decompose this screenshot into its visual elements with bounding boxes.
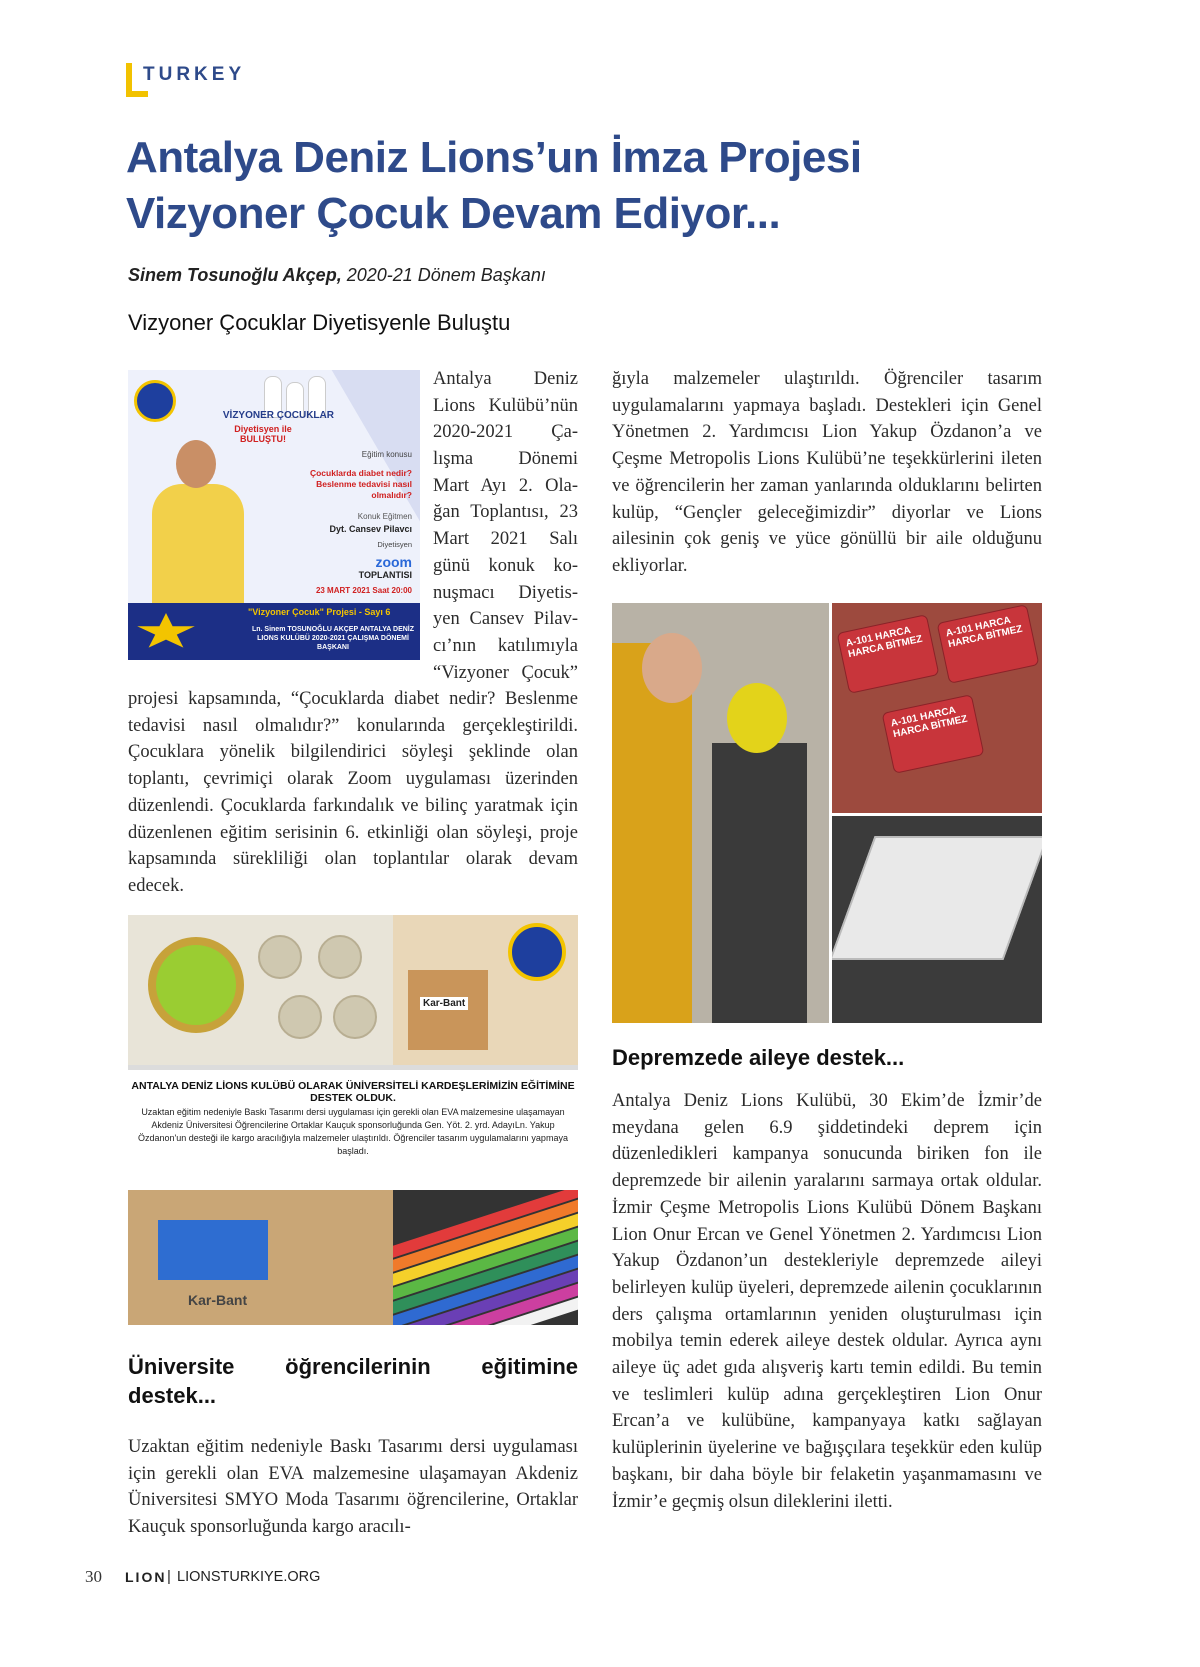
green-disc <box>148 937 244 1033</box>
box-label: Kar-Bant <box>420 997 468 1010</box>
paragraph-1 <box>128 686 578 900</box>
subhead-university: Üniversite öğrencilerinin eğitimine destek... <box>128 1354 578 1408</box>
aid-handover-photo <box>612 603 829 1023</box>
lions-logo <box>508 923 566 981</box>
poster-guest-role: Diyetisyen <box>377 540 412 549</box>
blue-eva-sheets <box>158 1220 268 1280</box>
paragraph-1-wrap-line: 2020-2021 Ça- <box>433 422 578 443</box>
subhead-diet: Vizyoner Çocuklar Diyetisyenle Buluştu <box>128 310 511 335</box>
paragraph-1-wrap-line: “Vizyoner Çocuk” <box>433 662 578 683</box>
poster-guest-label: Konuk Eğitmen <box>357 512 412 521</box>
paragraph-3 <box>612 1088 1042 1515</box>
page-number: 30 <box>85 1567 102 1586</box>
lions-logo <box>134 380 176 422</box>
paragraph-1-wrap-line: günü konuk ko- <box>433 555 578 576</box>
section-tag-bar-foot <box>126 91 148 97</box>
star-logo <box>136 613 196 651</box>
paragraph-1-wrap-line: Antalya Deniz <box>433 369 578 389</box>
furniture-photo <box>832 816 1042 1023</box>
paragraph-1-wrap <box>433 366 578 686</box>
paragraph-1-wrap-line: yen Cansev Pilav- <box>433 609 578 630</box>
cardboard-box <box>408 970 488 1050</box>
byline-role: 2020-21 Dönem Başkanı <box>341 265 546 285</box>
poster-platform: zoom <box>375 554 412 570</box>
box-brand: Kar-Bant <box>188 1292 248 1308</box>
card-label: A-101 HARCA HARCA BİTMEZ <box>889 704 969 741</box>
marble-table <box>832 836 1042 960</box>
article-title <box>126 130 1086 242</box>
paragraph-1-wrap-line: lışma Dönemi <box>433 449 578 470</box>
poster-topic: Çocuklarda diabet nedir? Beslenme tedavisi nasıl olmalıdır? <box>309 468 412 500</box>
paragraph-1-wrap-line: ğan Toplantısı, 23 <box>433 502 578 523</box>
poster-meeting: TOPLANTISI <box>358 570 412 580</box>
poster-guest: Dyt. Cansev Pilavcı <box>329 524 412 534</box>
paragraph-2-continued <box>612 366 1042 580</box>
poster-band-title: "Vizyoner Çocuk" Projesi - Sayı 6 <box>248 607 391 617</box>
paragraph-2 <box>128 1434 578 1541</box>
shopping-cards-photo <box>832 603 1042 813</box>
card-label: A-101 HARCA HARCA BİTMEZ <box>844 624 924 661</box>
paragraph-1-text: projesi kapsamında, “Çocuklarda diabet nedir? Beslenme tedavisi nasıl olmalıdır?” konularında gerçekleştirildi. Çocuklara yönelik bilgilendirici söyleşi şeklinde olan toplantı, çevrimiçi olarak Zoom uygulaması üzerinden düzenlendi. Çocuklarda farkındalık ve bilinç yaratmak için düzenlenen eğitim serisinin 6. etkinliği olan söyleşi, proje kapsamında sürekliliği olan toplantılar olarak devam edecek. <box>128 689 578 896</box>
magazine-name: LION <box>125 1569 167 1585</box>
website-link[interactable]: LIONSTURKIYE.ORG <box>177 1569 321 1585</box>
poster-band <box>128 603 420 660</box>
university-support-collage <box>128 915 578 1325</box>
paragraph-2-text: Uzaktan eğitim nedeniyle Baskı Tasarımı dersi uygulaması için gerekli olan EVA malzemesine ulaşamayan Akdeniz Üniversitesi SMYO Moda Tasarımı öğrencilerine, Ortaklar Kauçuk sponsorluğunda kargo aracılı- <box>128 1437 578 1538</box>
paragraph-3-text: Antalya Deniz Lions Kulübü, 30 Ekim’de İzmir’de meydana gelen 6.9 şiddetindeki deprem için düzenledikleri kampanya sonucunda biriken fon ile depremzede bir ailenin yaralarını sarmaya ortak oldular. İzmir Çeşme Metropolis Lions Kulübü Dönem Başkanı Lion Onur Ercan ve Genel Yönetmen 2. Yardımcısı Lion Yakup Özdanon’un destekleriyle depremzede aileyi belirleyen kulüp üyeleri, depremzede ailenin çocuklarının ders çalışma ortamlarının yeniden oluşturulması için mobilya temin ederek aileye destek oldular. Ayrıca aynı aileye üç adet gıda alışveriş kartı temin edildi. Bu temin ve teslimleri kulüp adına gerçekleştiren Lion Onur Ercan’a ve kulübüne, kampanyaya katkı sağlayan kulüplerinin üyelerine ve bağışçılara teşekkür eden kulüp başkanı, bir daha böyle bir felaketin yaşanmamasını ve İzmir’e geçmiş olsun dileklerini iletti. <box>612 1091 1042 1512</box>
title-line-2: Vizyoner Çocuk Devam Ediyor... <box>126 189 781 238</box>
paragraph-1-wrap-line: cı’nın katılımıyla <box>433 635 578 656</box>
colored-eva-sheets <box>393 1190 578 1325</box>
collage-caption-text: Uzaktan eğitim nedeniyle Baskı Tasarımı dersi uygulaması için gerekli olan EVA malzemesine ulaşamayan Akdeniz Üniversitesi Öğrencilerine Ortaklar Kauçuk sponsorluğunda Gen. Yöt. 2. yrd. AdayıLn. Yakup Özdanon'un desteği ile kargo aracılığıyla malzemeler ulaştırıldı. Öğrenciler tasarım uygulamalarını yapmaya başladı. <box>138 1107 568 1156</box>
section-tag: TURKEY <box>143 64 246 85</box>
card-label: A-101 HARCA HARCA BİTMEZ <box>944 614 1024 651</box>
subhead-earthquake: Depremzede aileye destek... <box>612 1045 905 1070</box>
paragraph-2-cont-text: ğıyla malzemeler ulaştırıldı. Öğrenciler tasarım uygulamalarını yapmaya başladı. Destekleri için Genel Yönetmen 2. Yardımcısı Lion Yakup Özdanon’a ve Çeşme Metropolis Lions Kulübü’ne teşekkürlerini ileten ve öğrencilerin her zaman yanlarında olduklarını belirten kulüp, “Gençler geleceğimizdir” diyorlar ve Lions ailesinin çok geniş ve yüce gönüllü bir aile olduğunu ekliyorlar. <box>612 369 1042 576</box>
paragraph-1-wrap-line: Lions Kulübü’nün <box>433 395 578 416</box>
paragraph-1-wrap-line: nuşmacı Diyetis- <box>433 582 578 603</box>
event-poster-image <box>128 370 420 660</box>
collage-caption-head: ANTALYA DENİZ LİONS KULÜBÜ OLARAK ÜNİVERSİTELİ KARDEŞLERİMİZİN EĞİTİMİNE DESTEK OLDUK. <box>131 1080 575 1104</box>
collage-caption <box>128 1070 578 1190</box>
paragraph-1-wrap-line: Mart 2021 Salı <box>433 529 578 550</box>
title-line-1: Antalya Deniz Lions’un İmza Projesi <box>126 133 862 182</box>
byline-author: Sinem Tosunoğlu Akçep, <box>128 265 342 285</box>
byline <box>128 265 546 286</box>
poster-topic-label: Eğitim konusu <box>361 450 412 459</box>
poster-subtitle: Diyetisyen ile BULUŞTU! <box>234 424 292 444</box>
poster-band-text: Ln. Sinem TOSUNOĞLU AKÇEP ANTALYA DENİZ LIONS KULÜBÜ 2020-2021 ÇALIŞMA DÖNEMİ BAŞKANI <box>251 626 415 651</box>
poster-title: VİZYONER ÇOCUKLAR <box>222 410 334 421</box>
paragraph-1-wrap-line: Mart Ayı 2. Ola- <box>433 475 578 496</box>
footer-separator: | <box>167 1568 171 1585</box>
poster-date: 23 MART 2021 Saat 20:00 <box>315 586 412 595</box>
